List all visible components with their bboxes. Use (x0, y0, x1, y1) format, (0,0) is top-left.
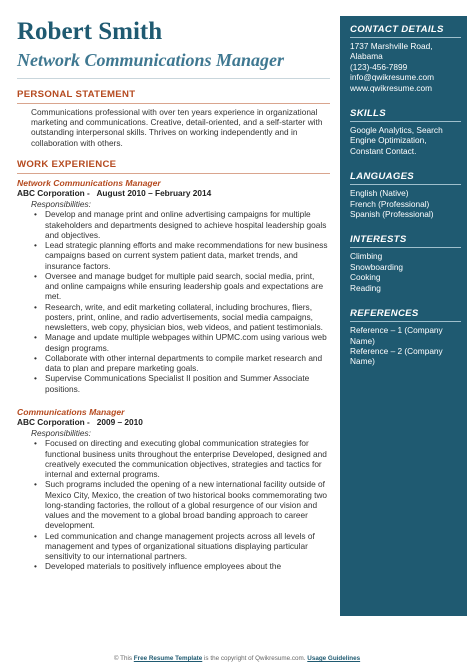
copyright-footer (0, 654, 474, 664)
list-item: • Research, write, and edit marketing collateral, including brochures, fliers, posters, print, online, and radio advertisements, social media campaigns, newsletters, web copy, physician bios, web videos, and patient testimonials. (31, 302, 330, 333)
contact-details (350, 41, 461, 93)
contact-phone: (123)-456-7899 (350, 61, 408, 72)
languages-list (350, 188, 461, 219)
sidebar-divider (350, 121, 461, 122)
reference-item: Reference – 1 (Company Name) (350, 325, 443, 346)
contact-address: 1737 Marshville Road, (350, 41, 433, 51)
list-item: • Led communication and change management projects across all levels of management and types of organizational situations displaying particular sensitivity to our international partners. (31, 531, 330, 562)
header-divider (17, 78, 330, 79)
language-item: French (Professional) (350, 198, 430, 209)
list-item: • Supervise Communications Specialist II position and Summer Associate positions. (31, 373, 330, 394)
interest-item: Cooking (350, 272, 381, 283)
skills-heading: SKILLS (350, 108, 386, 120)
interest-item: Snowboarding (350, 261, 404, 272)
sidebar-divider (350, 321, 461, 322)
contact-website[interactable]: www.qwikresume.com (350, 82, 433, 93)
sidebar-divider (350, 184, 461, 185)
references-section (350, 308, 461, 367)
interests-section (350, 234, 461, 293)
list-item: • Develop and manage print and online advertising campaigns for multiple stakeholders and departments designed to achieve hospital leadership goals and objectives. (31, 209, 330, 240)
list-item: • Such programs included the opening of a new international facility outside of Mexico City, Mexico, the creation of two historical books commemorating two long-standing factories, the rollout of a global resurgence of our vision and values and the movement to a global broad banding approach to career development. (31, 479, 330, 530)
reference-item: Reference – 2 (Company Name) (350, 345, 443, 367)
work-experience-section (17, 159, 330, 572)
job-dates: August 2010 – February 2014 (96, 188, 212, 199)
job-company-line (17, 417, 330, 428)
contact-email[interactable]: info@qwikresume.com (350, 72, 435, 83)
responsibilities-label: Responsibilities: (31, 198, 91, 209)
languages-heading: LANGUAGES (350, 171, 414, 183)
interest-item: Climbing (350, 251, 383, 262)
resume-sidebar (340, 16, 467, 616)
job-company-line (17, 188, 330, 199)
sidebar-divider (350, 37, 461, 38)
contact-heading: CONTACT DETAILS (350, 24, 444, 35)
job-company: ABC Corporation - (17, 417, 90, 428)
list-item: • Manage and update multiple webpages within UPMC.com using various web design programs. (31, 332, 330, 353)
references-list (350, 325, 461, 367)
language-item: Spanish (Professional) (350, 209, 434, 220)
job-entry (17, 178, 330, 394)
section-divider (17, 103, 330, 104)
contact-state: Alabama (350, 51, 383, 62)
personal-statement-section (17, 89, 330, 148)
job-entry (17, 407, 330, 572)
footer-prefix: © This (113, 655, 133, 662)
job-company: ABC Corporation - (17, 188, 90, 199)
job-dates: 2009 – 2010 (96, 417, 143, 428)
footer-middle: is the copyright of Qwikresume.com. (204, 655, 306, 662)
free-resume-template-link[interactable]: Free Resume Template (133, 655, 203, 662)
contact-section (350, 24, 461, 93)
candidate-name: Robert Smith (17, 18, 163, 45)
responsibilities-label: Responsibilities: (31, 427, 91, 438)
candidate-title: Network Communications Manager (17, 50, 285, 70)
section-divider (17, 173, 330, 174)
list-item: • Oversee and manage budget for multiple paid search, social media, print, and online campaigns while ensuring leadership goals and expectations are met. (31, 271, 330, 302)
personal-statement-text: Communications professional with over ten years experience in organizational marketing and communications. Creative, detail-oriented, and a self-starter with outstanding interpersonal skills. Thrives on working independently and in collaboration with others. (31, 107, 323, 148)
personal-statement-heading: PERSONAL STATEMENT (17, 89, 136, 100)
interest-item: Reading (350, 282, 381, 293)
list-item: • Developed materials to positively influence employees about the (31, 561, 330, 571)
job-title: Communications Manager (17, 406, 125, 417)
work-experience-heading: WORK EXPERIENCE (17, 158, 117, 170)
usage-guidelines-link[interactable]: Usage Guidelines (307, 655, 361, 662)
skills-section (350, 108, 461, 156)
list-item: • Focused on directing and executing global communication strategies for functional business units throughout the enterprise Developed, designed and creatively executed the communication objectives, strategies and tactics for internal and external programs. (31, 438, 330, 479)
skills-text: Google Analytics, Search Engine Optimization, Constant Contact. (350, 125, 443, 156)
interests-heading: INTERESTS (350, 234, 407, 246)
interests-list (350, 251, 461, 293)
responsibilities-list (17, 438, 330, 571)
languages-section (350, 171, 461, 219)
responsibilities-list (17, 209, 330, 394)
language-item: English (Native) (350, 188, 409, 199)
list-item: • Collaborate with other internal departments to compile market research and data to plan and prepare marketing goals. (31, 353, 330, 374)
list-item: • Lead strategic planning efforts and make recommendations for new business campaigns based on current system patient data, market trends, and insurance factors. (31, 240, 330, 271)
sidebar-divider (350, 247, 461, 248)
job-title: Network Communications Manager (17, 177, 161, 188)
references-heading: REFERENCES (350, 308, 419, 320)
